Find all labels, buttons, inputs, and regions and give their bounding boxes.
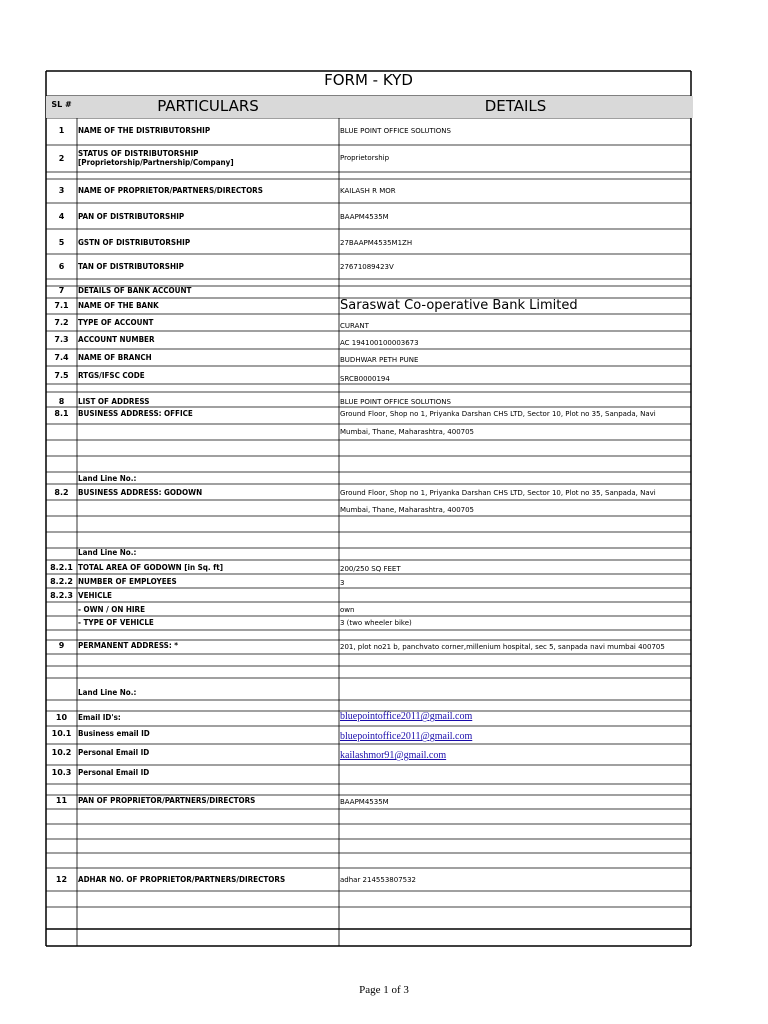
personal-email-link[interactable]: kailashmor91@gmail.com — [340, 750, 447, 761]
page-number: Page 1 of 3 — [359, 984, 409, 996]
row-particular: PERMANENT ADDRESS: * — [78, 641, 178, 650]
row-detail-line2: Mumbai, Thane, Maharashtra, 400705 — [340, 506, 475, 514]
row-detail: 27671089423V — [340, 263, 394, 271]
row-sl: 8.2.1 — [50, 563, 73, 572]
row-detail: 201, plot no21 b, panchvato corner,millenium hospital, sec 5, sanpada navi mumbai 400705 — [340, 643, 665, 651]
row-sl: 7.3 — [54, 335, 69, 344]
row-particular: TYPE OF ACCOUNT — [78, 318, 154, 327]
row-particular: LIST OF ADDRESS — [78, 397, 150, 406]
row-particular: NAME OF THE DISTRIBUTORSHIP — [78, 126, 211, 135]
bank-name-detail: Saraswat Co-operative Bank Limited — [340, 298, 578, 313]
row-particular: Personal Email ID — [78, 768, 150, 777]
row-detail: Ground Floor, Shop no 1, Priyanka Darshan CHS LTD, Sector 10, Plot no 35, Sanpada, Navi — [340, 410, 656, 418]
row-detail: BLUE POINT OFFICE SOLUTIONS — [340, 127, 451, 135]
row-sl: 10 — [55, 713, 68, 722]
row-particular: - OWN / ON HIRE — [78, 605, 146, 614]
row-detail: own — [340, 606, 355, 614]
row-particular: GSTN OF DISTRIBUTORSHIP — [78, 238, 191, 247]
row-particular: Land Line No.: — [78, 688, 137, 697]
row-sl: 7.2 — [54, 318, 69, 327]
row-sl: 8 — [58, 397, 65, 406]
row-particular: ADHAR NO. OF PROPRIETOR/PARTNERS/DIRECTORS — [78, 875, 286, 884]
row-detail: SRCB0000194 — [340, 375, 390, 383]
row-detail: BUDHWAR PETH PUNE — [340, 356, 419, 364]
business-email-link[interactable]: bluepointoffice2011@gmail.com — [340, 711, 473, 722]
row-sl: 11 — [55, 796, 68, 805]
row-particular: PAN OF DISTRIBUTORSHIP — [78, 212, 185, 221]
row-particular: TAN OF DISTRIBUTORSHIP — [78, 262, 184, 271]
row-detail: 3 (two wheeler bike) — [340, 619, 412, 627]
row-sl: 5 — [58, 238, 65, 247]
header-sl: SL # — [51, 100, 72, 109]
row-sl: 4 — [58, 212, 65, 221]
row-particular: NAME OF THE BANK — [78, 301, 159, 310]
row-particular: NAME OF BRANCH — [78, 353, 152, 362]
row-sl: 10.3 — [51, 768, 72, 777]
row-particular: Business email ID — [78, 729, 150, 738]
header-details: DETAILS — [484, 97, 547, 115]
row-detail: CURANT — [340, 322, 369, 330]
row-particular: DETAILS OF BANK ACCOUNT — [78, 286, 192, 295]
row-particular: NUMBER OF EMPLOYEES — [78, 577, 177, 586]
row-sl: 7 — [58, 286, 65, 295]
row-detail: 200/250 SQ FEET — [340, 565, 401, 573]
row-sl: 8.2 — [54, 488, 69, 497]
header-particulars: PARTICULARS — [157, 97, 259, 115]
row-sl: 1 — [58, 126, 65, 135]
row-detail: BAAPM4535M — [340, 213, 389, 221]
row-particular: BUSINESS ADDRESS: OFFICE — [78, 409, 193, 418]
row-particular: Email ID's: — [78, 713, 121, 722]
row-particular-sub: [Proprietorship/Partnership/Company] — [78, 158, 234, 167]
row-particular: PAN OF PROPRIETOR/PARTNERS/DIRECTORS — [78, 796, 256, 805]
row-particular: TOTAL AREA OF GODOWN [in Sq. ft] — [78, 563, 224, 572]
row-sl: 12 — [55, 875, 68, 884]
row-sl: 7.5 — [54, 371, 69, 380]
row-detail-line2: Mumbai, Thane, Maharashtra, 400705 — [340, 428, 475, 436]
row-detail: 3 — [340, 579, 345, 587]
row-detail: adhar 214553807532 — [340, 876, 417, 884]
row-detail: Proprietorship — [340, 154, 390, 162]
row-particular: BUSINESS ADDRESS: GODOWN — [78, 488, 203, 497]
row-detail: 27BAAPM4535M1ZH — [340, 239, 413, 247]
row-sl: 3 — [58, 186, 65, 195]
row-detail: BLUE POINT OFFICE SOLUTIONS — [340, 398, 451, 406]
row-sl: 8.2.2 — [50, 577, 73, 586]
business-email-link[interactable]: bluepointoffice2011@gmail.com — [340, 731, 473, 742]
row-detail: AC 194100100003673 — [340, 339, 419, 347]
row-particular: NAME OF PROPRIETOR/PARTNERS/DIRECTORS — [78, 186, 263, 195]
row-particular: Land Line No.: — [78, 474, 137, 483]
row-sl: 8.1 — [54, 409, 69, 418]
row-sl: 7.1 — [54, 301, 69, 310]
row-detail: BAAPM4535M — [340, 798, 389, 806]
row-particular: - TYPE OF VEHICLE — [78, 618, 154, 627]
row-particular: RTGS/IFSC CODE — [78, 371, 145, 380]
row-particular: Personal Email ID — [78, 748, 150, 757]
row-detail: Ground Floor, Shop no 1, Priyanka Darshan CHS LTD, Sector 10, Plot no 35, Sanpada, Navi — [340, 489, 656, 497]
row-particular: STATUS OF DISTRIBUTORSHIP — [78, 149, 199, 158]
row-sl: 10.1 — [51, 729, 72, 738]
row-sl: 8.2.3 — [50, 591, 73, 600]
row-sl: 9 — [58, 641, 65, 650]
row-sl: 2 — [58, 154, 65, 163]
row-particular: VEHICLE — [78, 591, 112, 600]
row-particular: Land Line No.: — [78, 548, 137, 557]
row-detail: KAILASH R MOR — [340, 187, 396, 195]
row-sl: 7.4 — [54, 353, 69, 362]
row-sl: 6 — [58, 262, 65, 271]
row-sl: 10.2 — [51, 748, 72, 757]
form-title: FORM - KYD — [324, 71, 413, 89]
row-particular: ACCOUNT NUMBER — [78, 335, 155, 344]
